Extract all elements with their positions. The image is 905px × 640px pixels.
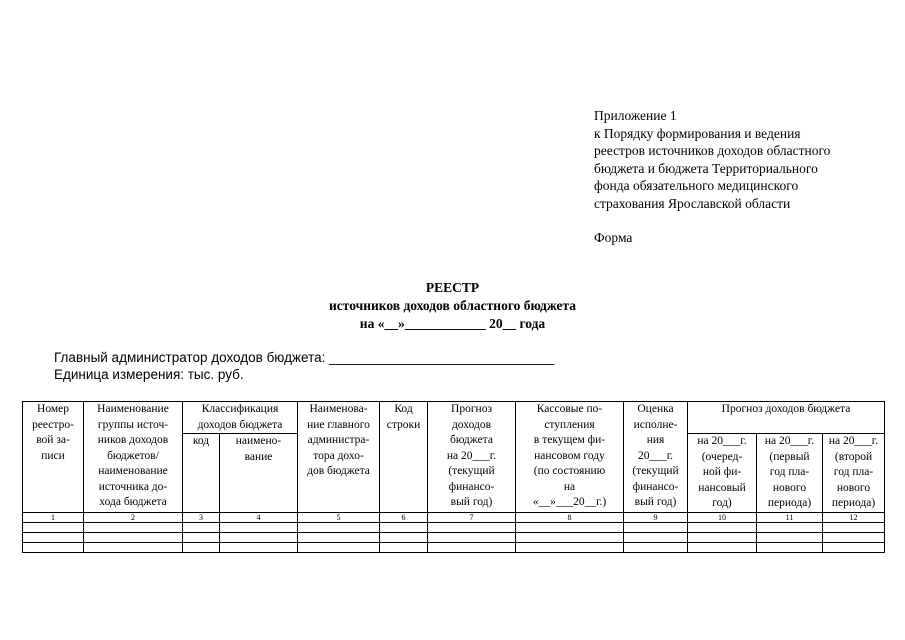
empty-cell bbox=[757, 532, 823, 542]
registry-table bbox=[22, 401, 885, 553]
column-number: 6 bbox=[380, 512, 428, 522]
empty-cell bbox=[380, 542, 428, 552]
header-cell: Код строки bbox=[380, 402, 428, 513]
empty-cell bbox=[823, 532, 885, 542]
header-cell: Прогноз доходов бюджета на 20___г. (текущий финансо- вый год) bbox=[428, 402, 516, 513]
empty-cell bbox=[624, 522, 688, 532]
empty-cell bbox=[220, 542, 298, 552]
table-row bbox=[23, 542, 885, 552]
empty-cell bbox=[220, 522, 298, 532]
header-cell: Кассовые по- ступления в текущем фи- нансовом году (по состоянию на «__»___20__г.) bbox=[516, 402, 624, 513]
header-cell: Оценка исполне- ния 20___г. (текущий финансо- вый год) bbox=[624, 402, 688, 513]
column-number: 8 bbox=[516, 512, 624, 522]
column-number: 2 bbox=[84, 512, 183, 522]
header-cell: наимено- вание bbox=[220, 434, 298, 513]
empty-cell bbox=[84, 542, 183, 552]
empty-cell bbox=[688, 532, 757, 542]
empty-cell bbox=[220, 532, 298, 542]
empty-cell bbox=[688, 542, 757, 552]
column-number: 10 bbox=[688, 512, 757, 522]
document-title bbox=[0, 279, 905, 333]
title-line: РЕЕСТР bbox=[425, 280, 480, 295]
empty-cell bbox=[298, 532, 380, 542]
header-cell: на 20___г. (первый год пла- нового периода) bbox=[757, 434, 823, 513]
header-row bbox=[23, 402, 885, 434]
empty-cell bbox=[183, 522, 220, 532]
empty-cell bbox=[516, 522, 624, 532]
header-cell: Наименова- ние главного администра- тора дохо- дов бюджета bbox=[298, 402, 380, 513]
empty-cell bbox=[823, 542, 885, 552]
empty-cell bbox=[624, 532, 688, 542]
table-row bbox=[23, 532, 885, 542]
empty-cell bbox=[380, 522, 428, 532]
empty-cell bbox=[298, 542, 380, 552]
appendix-line: к Порядку формирования и ведения bbox=[594, 125, 801, 141]
form-label: Форма bbox=[594, 230, 633, 245]
column-number: 5 bbox=[298, 512, 380, 522]
empty-cell bbox=[757, 542, 823, 552]
empty-cell bbox=[428, 532, 516, 542]
column-number: 11 bbox=[757, 512, 823, 522]
appendix-line: страхования Ярославской области bbox=[594, 195, 791, 211]
empty-cell bbox=[428, 542, 516, 552]
empty-cell bbox=[823, 522, 885, 532]
appendix-line: бюджета и бюджета Территориального bbox=[594, 160, 818, 176]
empty-cell bbox=[298, 522, 380, 532]
column-number: 7 bbox=[428, 512, 516, 522]
empty-cell bbox=[624, 542, 688, 552]
empty-cell bbox=[688, 522, 757, 532]
empty-cell bbox=[23, 532, 84, 542]
empty-cell bbox=[516, 542, 624, 552]
column-number: 12 bbox=[823, 512, 885, 522]
empty-cell bbox=[183, 532, 220, 542]
empty-cell bbox=[380, 532, 428, 542]
empty-cell bbox=[23, 522, 84, 532]
document-meta bbox=[54, 349, 554, 383]
column-number: 1 bbox=[23, 512, 84, 522]
header-cell: Классификация доходов бюджета bbox=[183, 402, 298, 434]
title-line: на «__»____________ 20__ года bbox=[359, 316, 546, 331]
header-cell: на 20___г. (очеред- ной фи- нансовый год) bbox=[688, 434, 757, 513]
table-row bbox=[23, 522, 885, 532]
unit-line: Единица измерения: тыс. руб. bbox=[54, 367, 244, 382]
appendix-header bbox=[594, 107, 894, 247]
empty-cell bbox=[428, 522, 516, 532]
header-cell: Наименование группы источ- ников доходов бюджетов/ наименование источника до- хода бюджета bbox=[84, 402, 183, 513]
title-line: источников доходов областного бюджета bbox=[328, 298, 577, 313]
header-cell: Номер реестро- вой за- писи bbox=[23, 402, 84, 513]
administrator-line: Главный администратор доходов бюджета: ______________________________ bbox=[54, 350, 555, 365]
appendix-line: реестров источников доходов областного bbox=[594, 143, 831, 158]
empty-cell bbox=[84, 532, 183, 542]
empty-cell bbox=[84, 522, 183, 532]
column-number-row bbox=[23, 512, 885, 522]
column-number: 4 bbox=[220, 512, 298, 522]
empty-cell bbox=[757, 522, 823, 532]
empty-cell bbox=[516, 532, 624, 542]
header-cell: код bbox=[183, 434, 220, 513]
appendix-line: фонда обязательного медицинского bbox=[594, 178, 799, 193]
appendix-line: Приложение 1 bbox=[594, 108, 677, 123]
empty-cell bbox=[183, 542, 220, 552]
header-cell: Прогноз доходов бюджета bbox=[688, 402, 885, 434]
column-number: 9 bbox=[624, 512, 688, 522]
empty-cell bbox=[23, 542, 84, 552]
header-cell: на 20___г. (второй год пла- нового периода) bbox=[823, 434, 885, 513]
column-number: 3 bbox=[183, 512, 220, 522]
